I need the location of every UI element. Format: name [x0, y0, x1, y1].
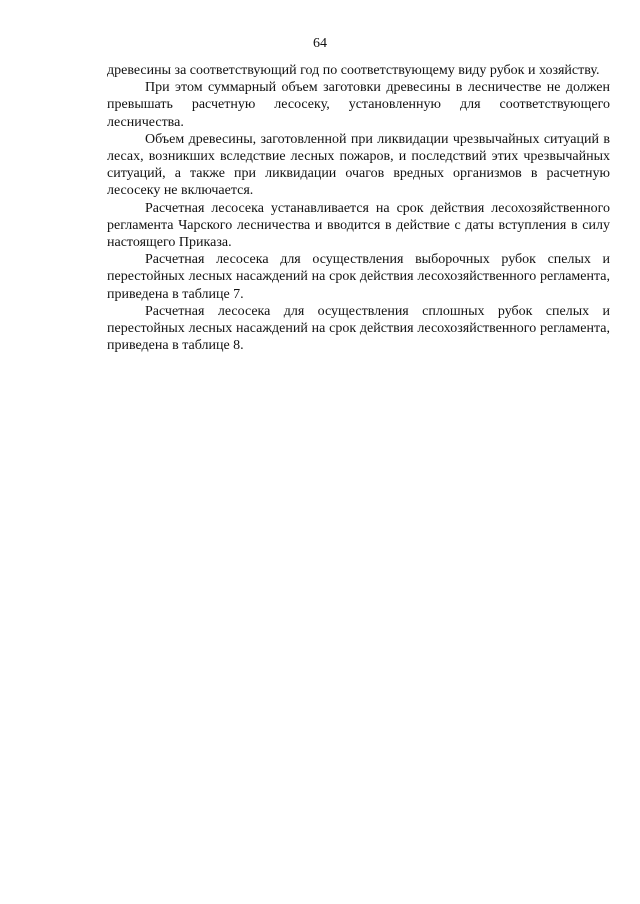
paragraph-total-volume: При этом суммарный объем заготовки древесины в лесничестве не должен превышать расчетную лесосеку, установленную для соответствующего лесничества.: [107, 80, 610, 130]
paragraph-allowable-cut-term: Расчетная лесосека устанавливается на срок действия лесохозяйственного регламента Чарского лесничества и вводится в действие с даты вступления в силу настоящего Приказа.: [107, 200, 610, 251]
page-number: 64: [313, 36, 327, 51]
paragraph-continuation: древесины за соответствующий год по соответствующему виду рубок и хозяйству.: [107, 63, 600, 78]
paragraph-clear-cutting: Расчетная лесосека для осуществления сплошных рубок спелых и перестойных лесных насаждений на срок действия лесохозяйственного регламента, приведена в таблице 8.: [107, 303, 610, 354]
paragraph-emergency-harvest: Объем древесины, заготовленной при ликвидации чрезвычайных ситуаций в лесах, возникших вследствие лесных пожаров, и последствий этих чрезвычайных ситуаций, а также при ликвидации очагов вредных организмов в расчетную лесосеку не включается.: [107, 131, 610, 199]
paragraph-selective-cutting: Расчетная лесосека для осуществления выборочных рубок спелых и перестойных лесных насаждений на срок действия лесохозяйственного регламента, приведена в таблице 7.: [107, 252, 610, 302]
document-body: [107, 62, 610, 354]
